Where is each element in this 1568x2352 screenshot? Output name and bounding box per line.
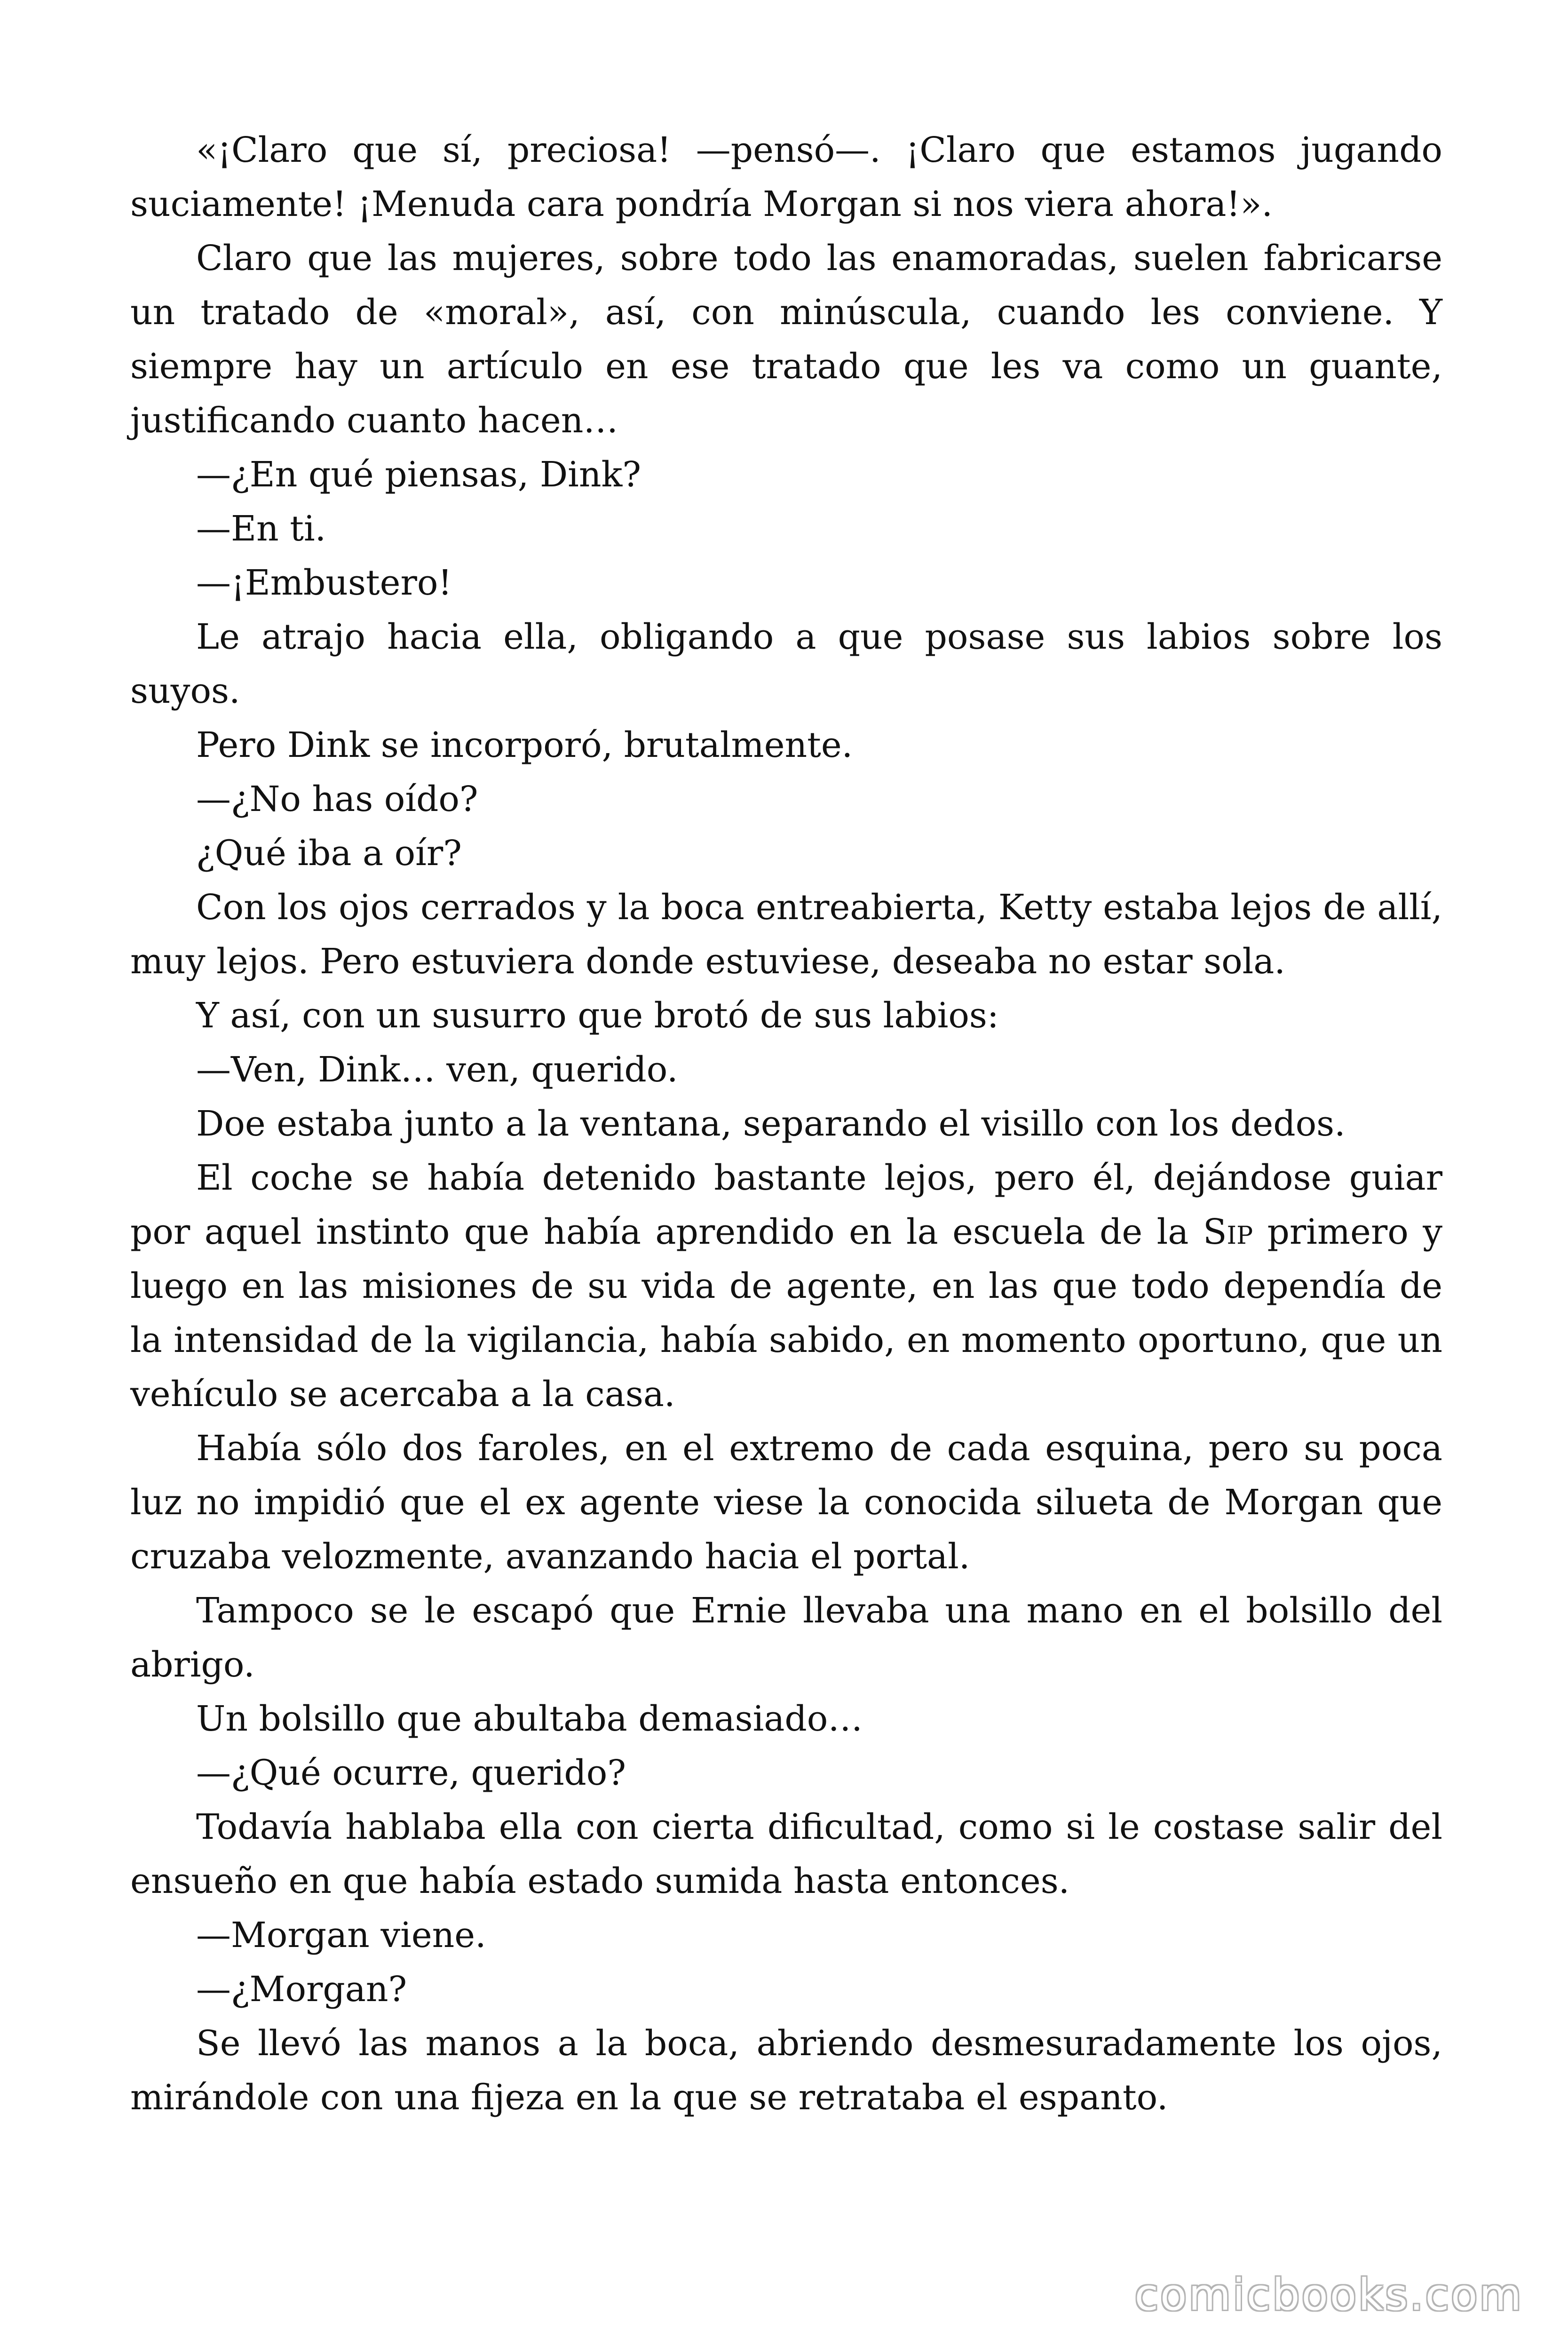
paragraph: Le atrajo hacia ella, obligando a que posase sus labios sobre los suyos. [130,617,1442,711]
watermark: comicbooks.com [1134,2270,1523,2320]
paragraph: Un bolsillo que abultaba demasiado… [196,1699,863,1739]
paragraph: —¿En qué piensas, Dink? [196,454,641,495]
paragraph: Con los ojos cerrados y la boca entreabierta, Ketty estaba lejos de allí, muy lejos. Pero estuviera donde estuviese, deseaba no estar sola. [130,887,1442,982]
paragraph: —Ven, Dink… ven, querido. [196,1049,678,1090]
paragraph: —Morgan viene. [196,1915,486,1955]
paragraph: —¿No has oído? [196,779,478,819]
paragraph: ¿Qué iba a oír? [196,833,462,874]
paragraph: Claro que las mujeres, sobre todo las enamoradas, suelen fabricarse un tratado de «moral», así, con minúscula, cuando les conviene. Y siempre hay un artículo en ese tratado que les va como un guante, justificando cuanto hacen… [130,238,1442,441]
paragraph: Tampoco se le escapó que Ernie llevaba una mano en el bolsillo del abrigo. [130,1590,1442,1685]
paragraph-text-before: El coche se había detenido bastante lejos, pero él, dejándose guiar por aquel instinto que había aprendido en la escuela de la [130,1158,1442,1252]
page-body [130,123,1442,2125]
paragraph: —¿Qué ocurre, querido? [196,1753,626,1793]
paragraph: Doe estaba junto a la ventana, separando el visillo con los dedos. [196,1104,1346,1144]
paragraph: —¡Embustero! [196,563,452,603]
paragraph: Pero Dink se incorporó, brutalmente. [196,725,853,765]
acronym-sip: Sip [1203,1212,1253,1252]
paragraph: «¡Claro que sí, preciosa! —pensó—. ¡Claro que estamos jugando suciamente! ¡Menuda cara pondría Morgan si nos viera ahora!». [130,130,1442,224]
paragraph: —¿Morgan? [196,1969,407,2010]
paragraph: —En ti. [196,509,326,549]
paragraph [130,1151,1442,1422]
paragraph: Había sólo dos faroles, en el extremo de cada esquina, pero su poca luz no impidió que el ex agente viese la conocida silueta de Morgan que cruzaba velozmente, avanzando hacia el portal. [130,1428,1442,1577]
paragraph-text-after: primero y luego en las misiones de su vida de agente, en las que todo dependía de la intensidad de la vigilancia, había sabido, en momento oportuno, que un vehículo se acercaba a la casa. [130,1212,1443,1414]
paragraph: Todavía hablaba ella con cierta dificultad, como si le costase salir del ensueño en que había estado sumida hasta entonces. [130,1807,1442,1901]
paragraph: Se llevó las manos a la boca, abriendo desmesuradamente los ojos, mirándole con una fijeza en la que se retrataba el espanto. [130,2023,1442,2118]
paragraph: Y así, con un susurro que brotó de sus labios: [196,995,999,1036]
